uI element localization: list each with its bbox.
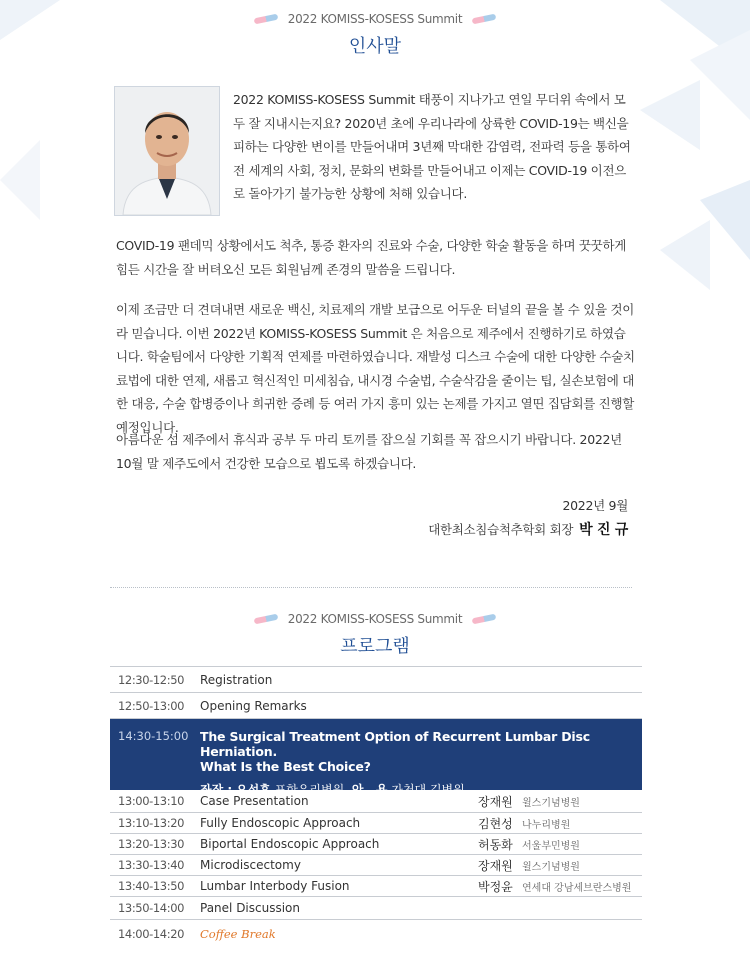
signer-name: 박 진 규 [579,522,628,538]
pill-icon [472,614,497,625]
greeting-title: 인사말 [348,36,402,57]
greeting-paragraph-1: 2022 KOMISS-KOSESS Summit 태풍이 지나가고 연일 무더위 속에서 모두 잘 지내시는지요? 2020년 초에 우리나라에 상륙한 COVID-19는 백신을 피하는 다양한 변이를 만들어내며 3년째 막대한 감염력, 전파력 등을 통하여 전 세계의 사회, 정치, 문화의 변화를 만들어내고 이제는 COVID-19 이전으로 돌아가기 불가능한 상황에 처해 있습니다. [233,92,631,201]
greeting-paragraph-3: 이제 조금만 더 견뎌내면 새로운 백신, 치료제의 개발 보급으로 어두운 터널의 끝을 볼 수 있을 것이라 믿습니다. 이번 2022년 KOMISS-KOSESS Summit 은 처음으로 제주에서 진행하기로 하였습니다. 학술팀에서 다양한 기획적 연제를 마련하였습니다. 재발성 디스크 수술에 대한 다양한 수술치료법에 대한 연제, 새롭고 혁신적인 미세침습, 내시경 수술법, 수술삭감을 줄이는 팁, 실손보험에 대한 대응, 수술 합병증이나 희귀한 증례 등 여러 가지 흥미 있는 논제를 가지고 열띤 집담회를 진행할 예정입니다. [116,302,635,435]
row-time: 13:50-14:00 [118,901,185,915]
section-divider [110,587,632,588]
row-time: 13:10-13:20 [118,816,185,830]
row-time: 14:00-14:20 [118,926,185,941]
row-title: Fully Endoscopic Approach [200,816,361,830]
coffee-break-label: Coffee Break [200,926,276,941]
program-summit-line [0,612,750,626]
row-institution: 윌스기념병원 [522,797,580,809]
greeting-paragraph-2: COVID-19 팬데믹 상황에서도 척추, 통증 환자의 진료와 수술, 다양한 학술 활동을 하며 꿋꿋하게 힘든 시간을 잘 버텨오신 모든 회원님께 존경의 말씀을 드립니다. [116,238,627,277]
signer-title: 대한최소침습척추학회 회장 [428,522,574,537]
greeting-paragraph-4: 아름다운 섬 제주에서 휴식과 공부 두 마리 토끼를 잡으실 기회를 꼭 잡으시기 바랍니다. 2022년 10월 말 제주도에서 건강한 모습으로 뵙도록 하겠습니다. [116,432,622,471]
session-time: 14:30-15:00 [118,729,189,743]
president-portrait [114,86,220,216]
row-institution: 서울부민병원 [522,840,580,852]
coffee-break-row [110,920,642,947]
table-row [110,855,642,876]
row-time: 12:50-13:00 [118,698,185,713]
row-time: 13:30-13:40 [118,858,185,872]
table-row [110,790,642,813]
row-speaker: 허동화 [478,837,513,852]
table-row [110,897,642,920]
table-row [110,666,642,693]
row-title: Case Presentation [200,794,309,808]
row-title: Opening Remarks [200,698,307,713]
row-speaker: 장재원 [478,858,513,873]
table-row [110,834,642,855]
row-speaker: 박정윤 [478,879,513,894]
program-table [110,666,642,947]
session-block [110,719,642,797]
table-row [110,693,642,719]
greeting-signature [428,519,628,539]
pill-icon [253,614,278,625]
row-time: 13:20-13:30 [118,837,185,851]
session-title-line2: What Is the Best Choice? [200,759,371,774]
greeting-summit-label: 2022 KOMISS-KOSESS Summit [287,12,463,26]
program-title: 프로그램 [340,636,410,657]
chair1-inst: 포항우리병원, [274,783,348,797]
row-title: Lumbar Interbody Fusion [200,879,350,893]
session-content [200,729,642,797]
row-title: Microdiscectomy [200,858,301,872]
chair-label: 좌장 : [200,783,233,797]
greeting-date: 2022년 9월 [562,498,628,513]
row-institution: 윌스기념병원 [522,861,580,873]
chair2-inst: 가천대 길병원 [391,783,465,797]
table-row [110,813,642,834]
greeting-header [0,12,750,58]
row-time: 13:00-13:10 [118,794,185,808]
pill-icon [472,14,497,25]
session-title-line1: The Surgical Treatment Option of Recurrent Lumbar Disc Herniation. [200,729,590,759]
program-summit-label: 2022 KOMISS-KOSESS Summit [287,612,463,626]
row-speaker: 김현성 [478,816,513,831]
row-time: 13:40-13:50 [118,879,185,893]
chair2-name: 안 용 [351,783,388,797]
row-time: 12:30-12:50 [118,672,185,687]
table-row [110,876,642,897]
row-title: Registration [200,672,273,687]
pill-icon [253,14,278,25]
greeting-summit-line [0,12,750,26]
row-institution: 나누리병원 [522,819,571,831]
row-title: Biportal Endoscopic Approach [200,837,380,851]
row-institution: 연세대 강남세브란스병원 [522,882,632,894]
chair1-name: 오성훈 [236,783,271,797]
row-speaker: 장재원 [478,794,513,809]
program-header [0,612,750,658]
row-title: Panel Discussion [200,901,301,915]
